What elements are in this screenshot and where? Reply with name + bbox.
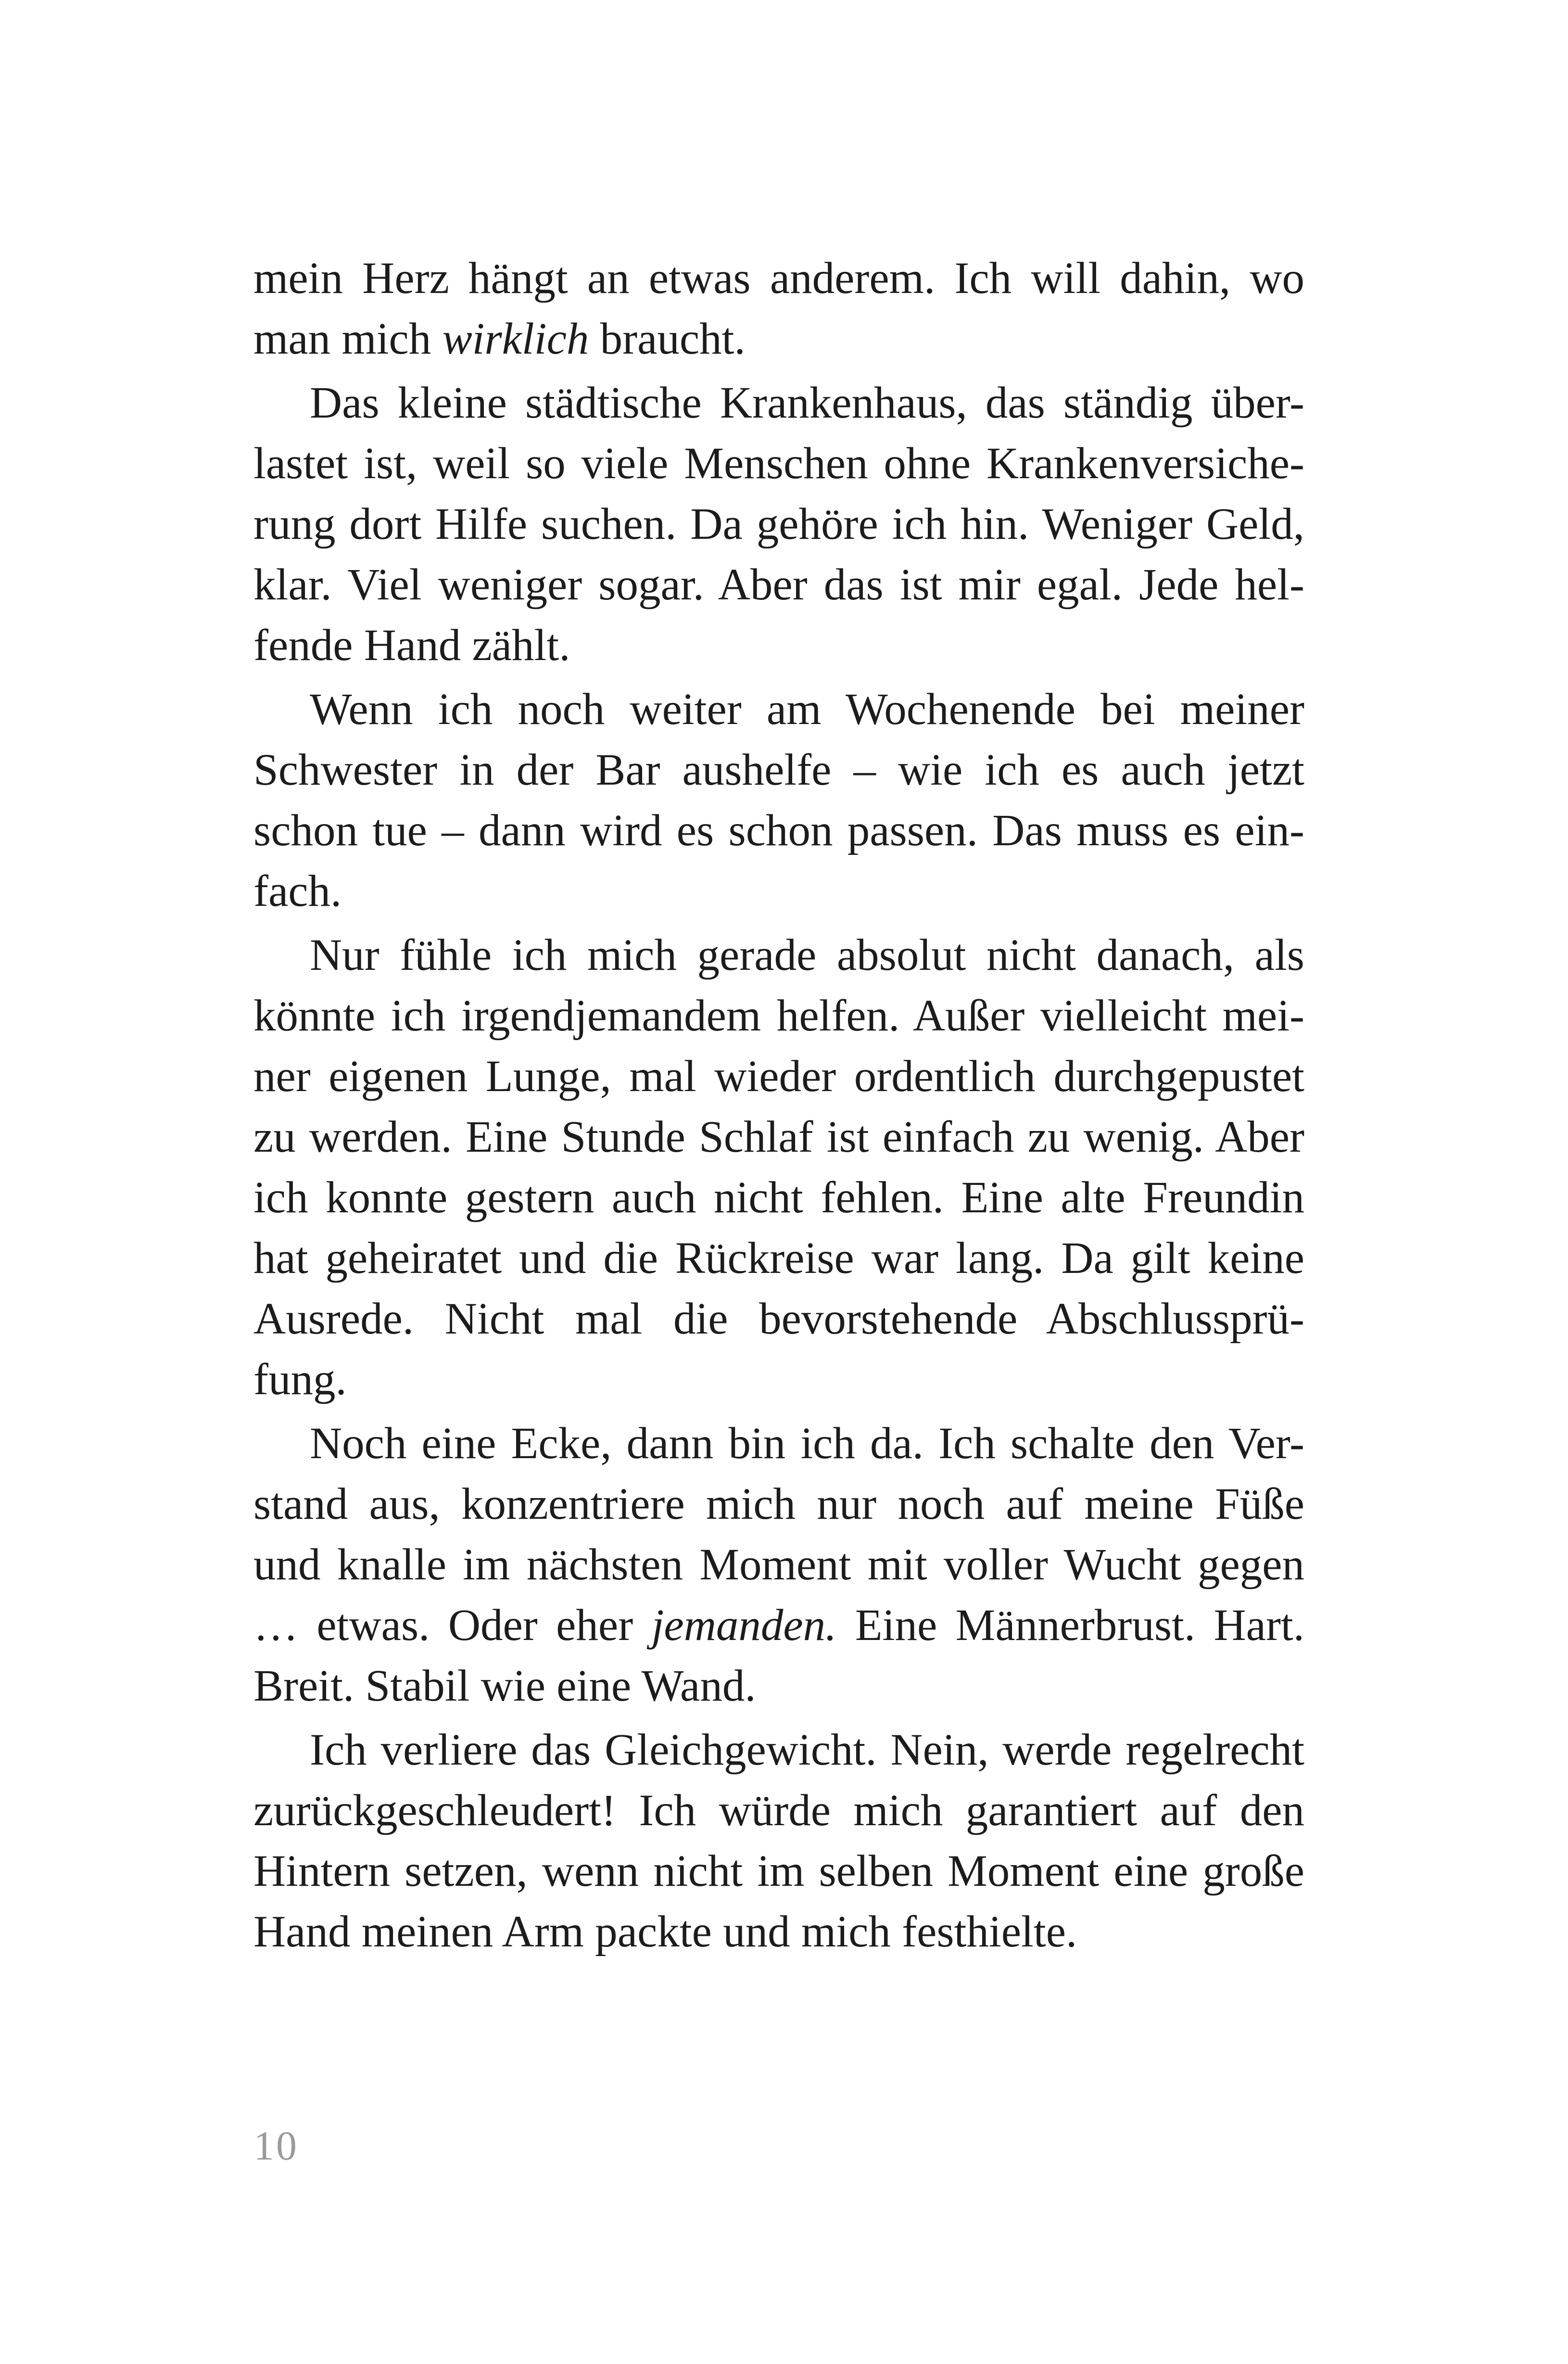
text-line: mein Herz hängt an etwas anderem. Ich will dahin, wo [253, 254, 1304, 303]
page-number: 10 [253, 2123, 299, 2169]
text-line: ner eigenen Lunge, mal wieder ordentlich durchgepustet [253, 1052, 1304, 1101]
text-run: Eine Männerbrust. Hart. [836, 1601, 1305, 1650]
text-line: Noch eine Ecke, dann bin ich da. Ich schalte den Ver- [310, 1419, 1304, 1468]
text-line: klar. Viel weniger sogar. Aber das ist mir egal. Jede hel- [253, 560, 1304, 610]
paragraph [253, 1720, 1304, 1962]
text-line: zurückgeschleudert! Ich würde mich garantiert auf den [253, 1786, 1304, 1835]
text-line: Ausrede. Nicht mal die bevorstehende Abschlussprü- [253, 1294, 1304, 1344]
text-line: und knalle im nächsten Moment mit voller Wucht gegen [253, 1540, 1304, 1589]
text-line: Wenn ich noch weiter am Wochenende bei meiner [310, 685, 1304, 734]
text-line: schon tue – dann wird es schon passen. Das muss es ein- [253, 806, 1304, 855]
text-line: ich konnte gestern auch nicht fehlen. Eine alte Freundin [253, 1173, 1304, 1222]
text-line [253, 309, 1304, 369]
text-line: Hintern setzen, wenn nicht im selben Moment eine große [253, 1846, 1304, 1896]
emphasis-text: jemanden. [651, 1601, 837, 1650]
paragraph [253, 925, 1304, 1410]
paragraph [253, 373, 1304, 676]
paragraph [253, 1413, 1304, 1716]
text-line: rung dort Hilfe suchen. Da gehöre ich hin. Weniger Geld, [253, 499, 1304, 549]
paragraph [253, 679, 1304, 922]
text-line: zu werden. Eine Stunde Schlaf ist einfach zu wenig. Aber [253, 1112, 1304, 1162]
text-line: Nur fühle ich mich gerade absolut nicht danach, als [310, 930, 1304, 980]
text-run: braucht. [589, 314, 746, 364]
text-line: Ich verliere das Gleichgewicht. Nein, werde regelrecht [310, 1725, 1304, 1775]
book-page-text [253, 248, 1304, 1962]
text-run: … etwas. Oder eher [253, 1601, 652, 1650]
paragraph [253, 248, 1304, 369]
text-run: man mich [253, 314, 443, 364]
text-line: fach. [253, 866, 342, 916]
text-line: stand aus, konzentriere mich nur noch auf meine Füße [253, 1479, 1304, 1529]
text-line: könnte ich irgendjemandem helfen. Außer vielleicht mei- [253, 991, 1304, 1041]
emphasis-text: wirklich [442, 314, 589, 364]
text-line: Schwester in der Bar aushelfe – wie ich es auch jetzt [253, 745, 1304, 795]
text-line: fende Hand zählt. [253, 621, 570, 670]
text-line: hat geheiratet und die Rückreise war lang. Da gilt keine [253, 1233, 1304, 1283]
text-line: Breit. Stabil wie eine Wand. [253, 1661, 756, 1711]
text-line: lastet ist, weil so viele Menschen ohne Krankenversiche- [253, 439, 1304, 488]
text-line: fung. [253, 1355, 347, 1404]
text-line: Das kleine städtische Krankenhaus, das ständig über- [310, 378, 1304, 428]
text-line: Hand meinen Arm packte und mich festhielte. [253, 1907, 1077, 1957]
text-line [253, 1595, 1304, 1656]
